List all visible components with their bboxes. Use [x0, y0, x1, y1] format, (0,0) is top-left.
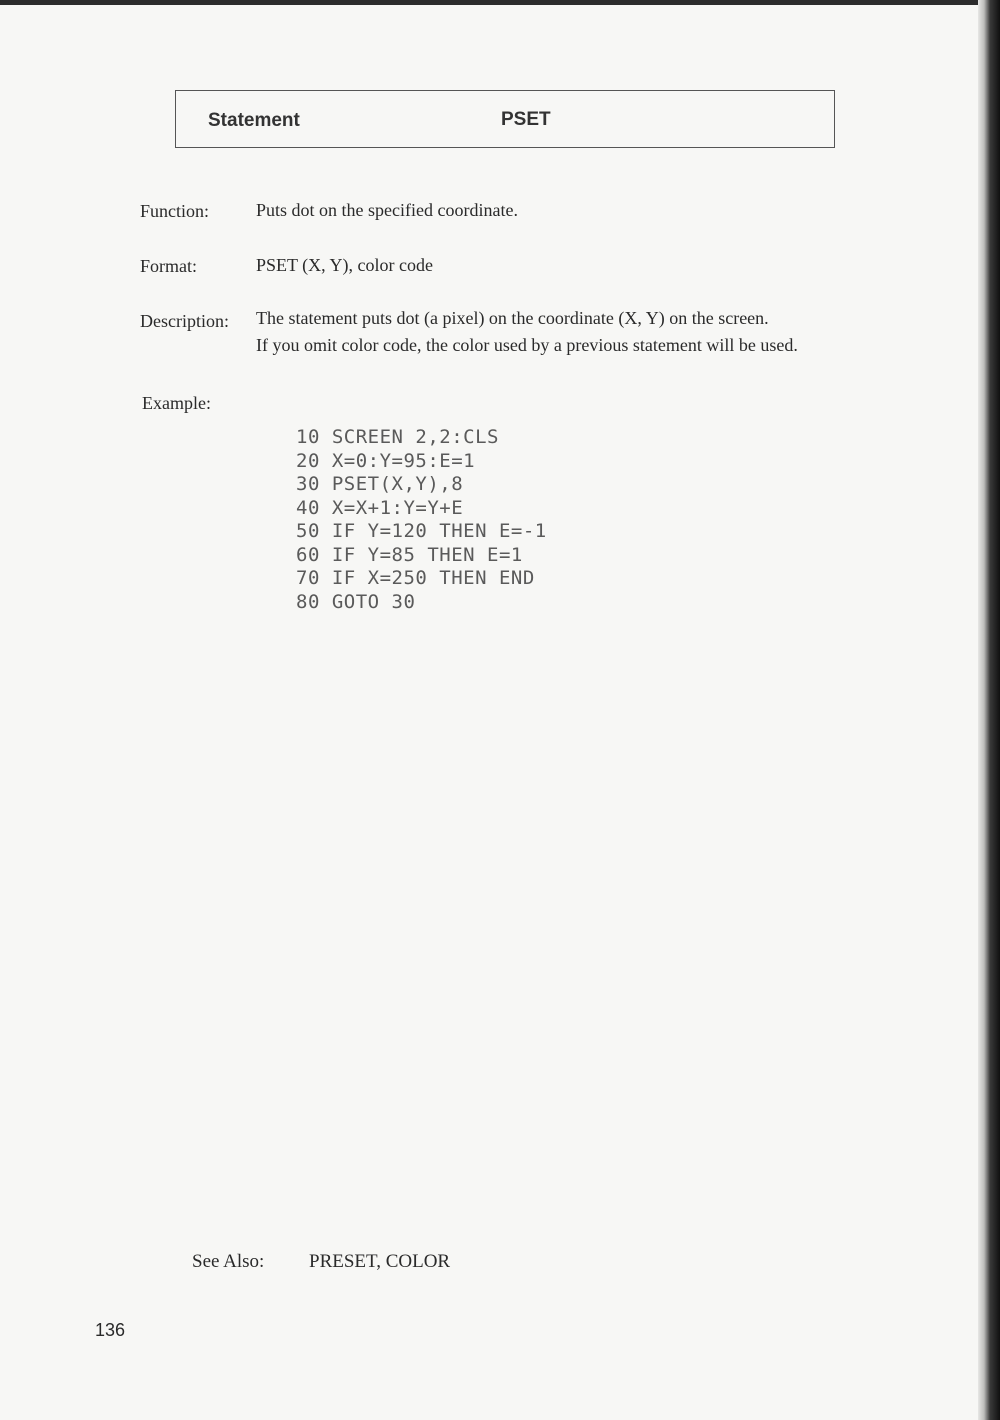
header-kind: Statement: [208, 110, 300, 131]
code-line: 60 IF Y=85 THEN E=1: [296, 543, 523, 566]
page-binding-edge: [978, 0, 1000, 1420]
description-line-1: The statement puts dot (a pixel) on the coordinate (X, Y) on the screen.: [256, 308, 769, 328]
see-also-label: See Also:: [192, 1251, 265, 1272]
code-line: 80 GOTO 30: [296, 590, 416, 613]
function-text: Puts dot on the specified coordinate.: [256, 200, 518, 220]
see-also-text: PRESET, COLOR: [309, 1251, 451, 1272]
format-label: Format:: [140, 256, 197, 276]
code-line: 20 X=0:Y=95:E=1: [296, 449, 476, 472]
description-line-2: If you omit color code, the color used by a previous statement will be used.: [256, 335, 798, 355]
description-label: Description:: [140, 311, 229, 331]
page-top-edge: [0, 0, 1000, 5]
header-statement-name: PSET: [501, 109, 551, 130]
example-label: Example:: [142, 393, 211, 413]
code-line: 30 PSET(X,Y),8: [296, 473, 464, 495]
code-line: 70 IF X=250 THEN END: [296, 567, 535, 589]
code-line: 50 IF Y=120 THEN E=-1: [296, 520, 547, 542]
code-line: 10 SCREEN 2,2:CLS: [296, 426, 499, 448]
statement-header-box: [175, 90, 835, 148]
page-number: 136: [95, 1320, 126, 1340]
example-code-listing: [296, 426, 547, 614]
format-text: PSET (X, Y), color code: [256, 255, 433, 275]
code-line: 40 X=X+1:Y=Y+E: [296, 496, 464, 519]
function-label: Function:: [140, 201, 210, 221]
